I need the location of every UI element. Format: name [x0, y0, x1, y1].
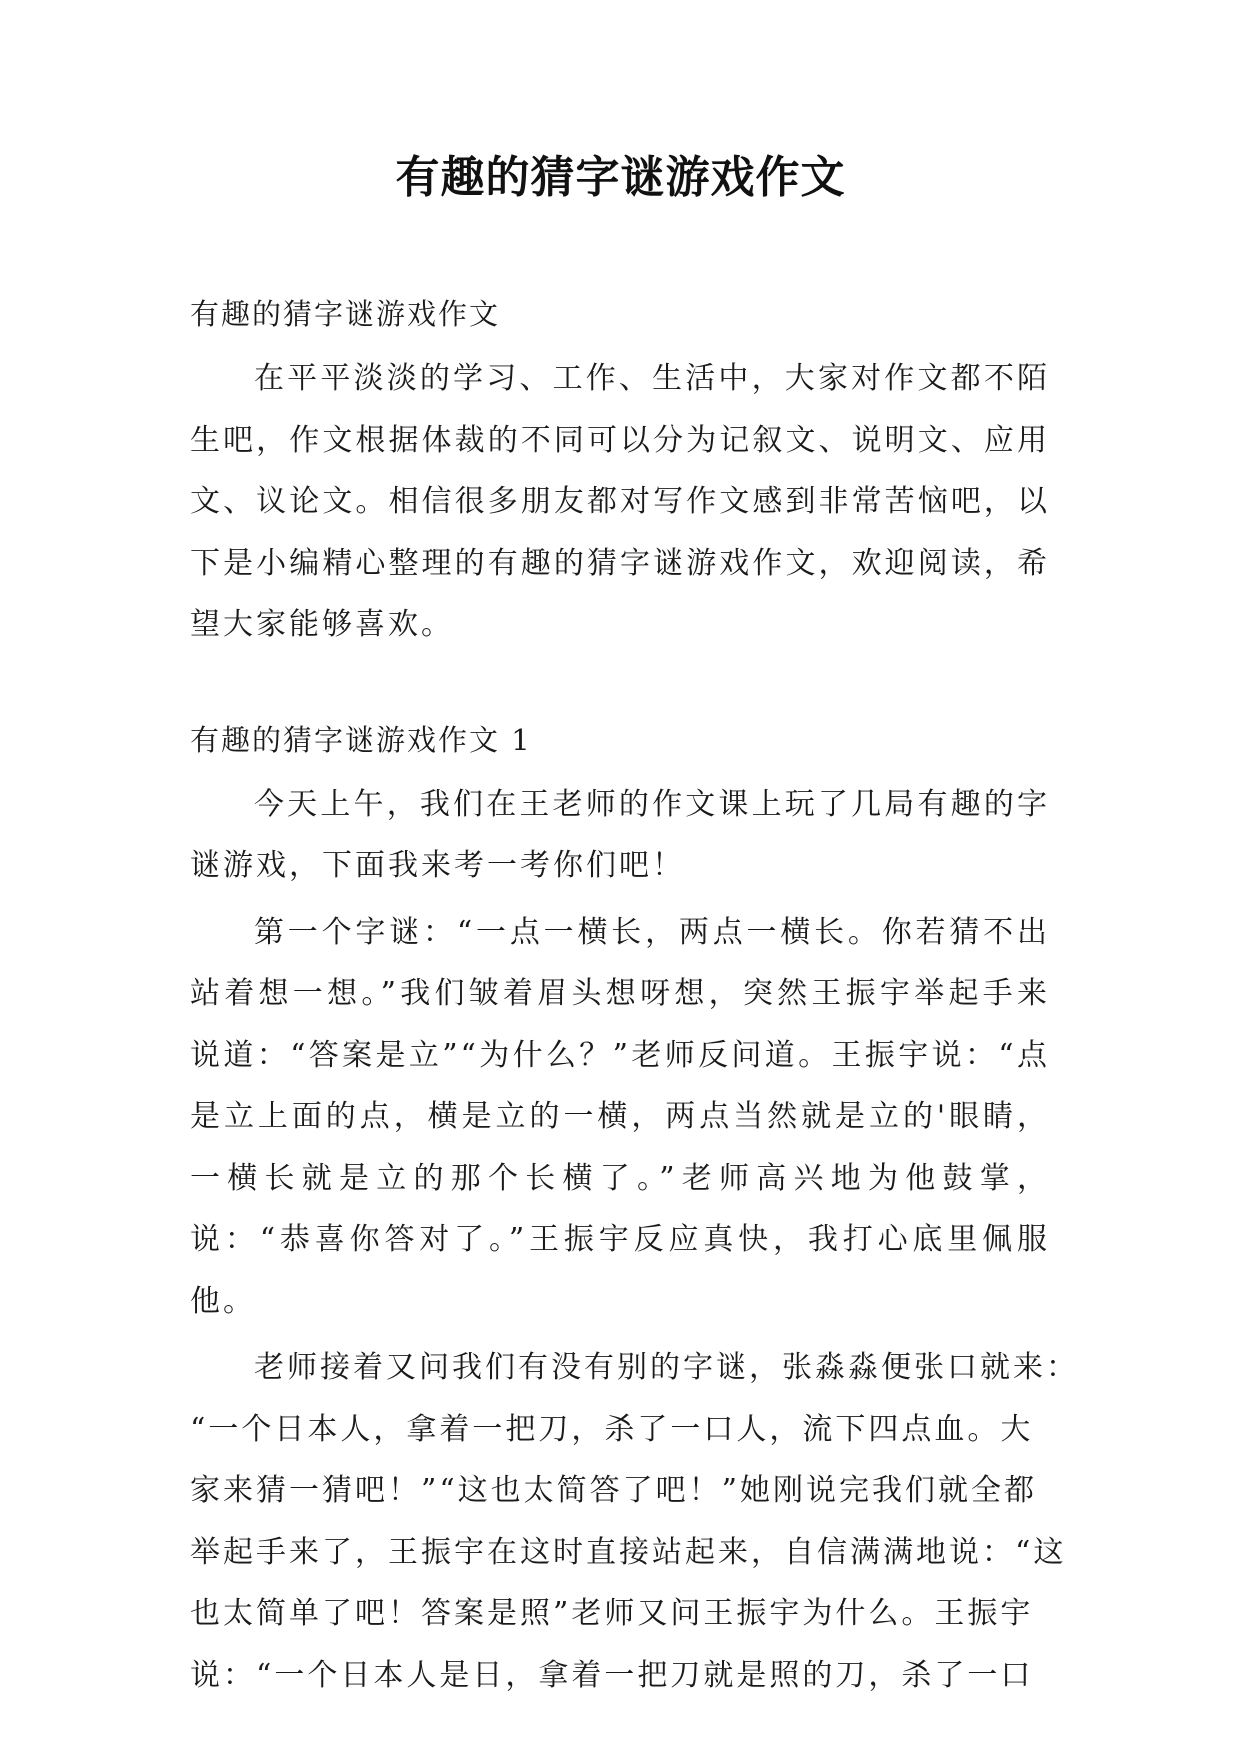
paragraph-line: 说：“一个日本人是日，拿着一把刀就是照的刀，杀了一口: [190, 1657, 1034, 1693]
section1-heading: 有趣的猜字谜游戏作文 1: [190, 722, 532, 757]
section1-paragraph-2: 第一个字谜：“一点一横长，两点一横长。你若猜不出站着想一想。”我们皱着眉头想呀想，突然王振宇举起手来说道：“答案是立”“为什么？”老师反问道。王振宇说：“点是立上面的点，横是立的一横，两点当然就是立的'眼睛，一横长就是立的那个长横了。”老师高兴地为他鼓掌，说：“恭喜你答对了。”王振宇反应真快，我打心底里佩服他。: [190, 914, 1050, 1319]
paragraph-line: [190, 1337, 1079, 1399]
section1-paragraph-1: 今天上午，我们在王老师的作文课上玩了几局有趣的字谜游戏，下面我来考一考你们吧！: [190, 786, 1050, 883]
section1-paragraph-3: [190, 1337, 1079, 1706]
intro-paragraph: 在平平淡淡的学习、工作、生活中，大家对作文都不陌生吧，作文根据体裁的不同可以分为记叙文、说明文、应用文、议论文。相信很多朋友都对写作文感到非常苦恼吧，以下是小编精心整理的有趣的猜字谜游戏作文，欢迎阅读，希望大家能够喜欢。: [190, 361, 1050, 642]
intro-heading: 有趣的猜字谜游戏作文: [190, 297, 501, 331]
document-body: [190, 284, 1079, 1706]
paragraph-line: 家来猜一猜吧！”“这也太简答了吧！”她刚说完我们就全都: [190, 1473, 1038, 1508]
paragraph-line: “一个日本人，拿着一把刀，杀了一口人，流下四点血。大: [190, 1411, 1034, 1447]
paragraph-line: 举起手来了，王振宇在这时直接站起来，自信满满地说：“这: [190, 1534, 1067, 1570]
paragraph-line-text: 老师接着又问我们有没有别的字谜，张淼淼便张口就来：: [254, 1350, 1079, 1385]
document-title: 有趣的猜字谜游戏作文: [395, 152, 846, 203]
paragraph-line: 也太简单了吧！答案是照”老师又问王振宇为什么。王振宇: [190, 1596, 1034, 1631]
